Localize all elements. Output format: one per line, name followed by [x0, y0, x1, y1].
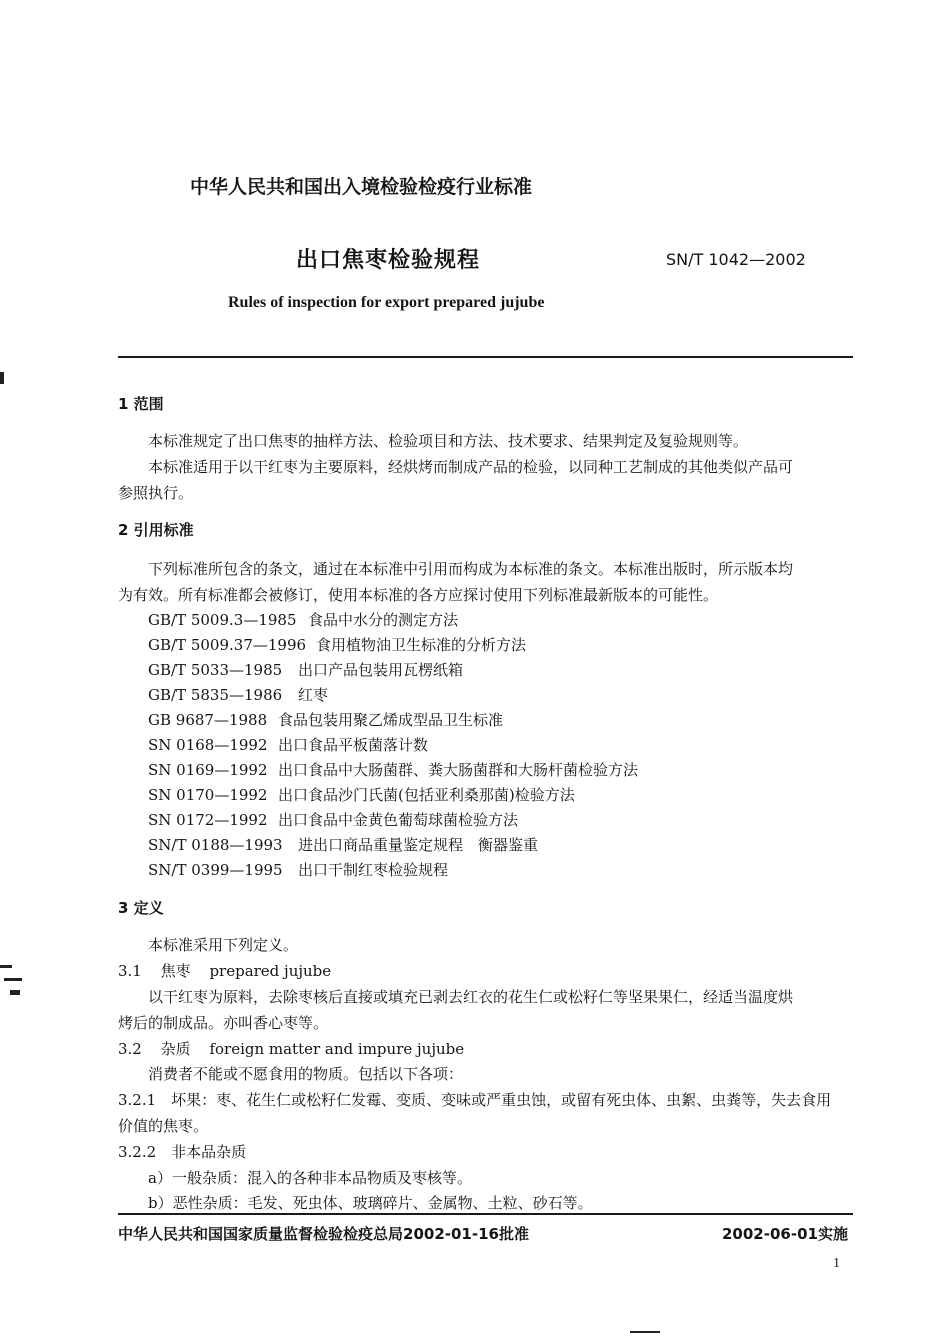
reference-code: SN 0172—1992 — [148, 811, 268, 829]
definition-3-2-1-line-1: 3.2.1 坏果：枣、花生仁或松籽仁发霉、变质、变味或严重虫蚀，或留有死虫体、虫絮、虫粪等，失去食用 — [118, 1091, 832, 1109]
reference-name: 出口产品包装用瓦楞纸箱 — [298, 661, 464, 679]
list-item — [148, 682, 328, 708]
reference-name: 出口食品中金黄色葡萄球菌检验方法 — [278, 811, 519, 829]
reference-code: GB/T 5009.37—1996 — [148, 636, 307, 654]
list-item — [148, 782, 575, 808]
definition-3-2-description: 消费者不能或不愿食用的物质。包括以下各项： — [148, 1065, 464, 1083]
section-2-paragraph-line-2: 为有效。所有标准都会被修订，使用本标准的各方应探讨使用下列标准最新版本的可能性。 — [118, 586, 719, 604]
definition-term-english: prepared jujube — [209, 962, 332, 980]
scan-artifact — [4, 978, 22, 981]
scan-artifact — [0, 372, 4, 384]
definition-term-english: foreign matter and impure jujube — [209, 1040, 465, 1058]
implementation-date: 2002-06-01实施 — [722, 1225, 848, 1243]
definition-number: 3.1 — [118, 962, 142, 980]
reference-name: 出口食品沙门氏菌(包括亚利桑那菌)检验方法 — [278, 786, 575, 804]
header-divider — [118, 356, 853, 358]
approval-line: 中华人民共和国国家质量监督检验检疫总局2002-01-16批准 — [118, 1225, 529, 1243]
definition-3-1-line-1: 以干红枣为原料，去除枣核后直接或填充已剥去红衣的花生仁或松籽仁等坚果果仁，经适当温度烘 — [148, 988, 794, 1006]
reference-code: SN 0170—1992 — [148, 786, 268, 804]
list-item — [148, 832, 538, 858]
reference-code: GB/T 5033—1985 — [148, 661, 283, 679]
definition-term: 杂质 — [160, 1040, 191, 1058]
reference-name: 进出口商品重量鉴定规程 衡器鉴重 — [298, 836, 539, 854]
section-1-paragraph-1: 本标准规定了出口焦枣的抽样方法、检验项目和方法、技术要求、结果判定及复验规则等。 — [148, 432, 749, 450]
footer-divider — [118, 1213, 853, 1215]
reference-name: 出口食品平板菌落计数 — [278, 736, 429, 754]
reference-name: 食品包装用聚乙烯成型品卫生标准 — [278, 711, 504, 729]
section-2-heading: 2 引用标准 — [118, 521, 194, 539]
page-number: 1 — [833, 1256, 840, 1271]
section-3-heading: 3 定义 — [118, 899, 164, 917]
list-item — [148, 857, 448, 883]
standard-code: SN/T 1042—2002 — [666, 250, 806, 269]
definition-3-2-2-item-b: b）恶性杂质：毛发、死虫体、玻璃碎片、金属物、土粒、砂石等。 — [148, 1194, 593, 1212]
english-title: Rules of inspection for export prepared jujube — [228, 294, 545, 311]
list-item — [148, 757, 638, 783]
reference-code: SN/T 0399—1995 — [148, 861, 283, 879]
scan-artifact — [630, 1331, 660, 1333]
reference-code: SN/T 0188—1993 — [148, 836, 283, 854]
definition-3-2-1-line-2: 价值的焦枣。 — [118, 1117, 209, 1135]
reference-name: 出口干制红枣检验规程 — [298, 861, 449, 879]
definition-3-1-heading — [118, 958, 331, 984]
definition-3-1-line-2: 烤后的制成品。亦叫香心枣等。 — [118, 1014, 329, 1032]
list-item — [148, 732, 428, 758]
reference-name: 出口食品中大肠菌群、粪大肠菌群和大肠杆菌检验方法 — [278, 761, 639, 779]
reference-code: GB 9687—1988 — [148, 711, 268, 729]
scan-artifact — [0, 965, 12, 968]
reference-code: SN 0169—1992 — [148, 761, 268, 779]
list-item — [148, 807, 518, 833]
reference-name: 食用植物油卫生标准的分析方法 — [316, 636, 527, 654]
section-2-paragraph-line-1: 下列标准所包含的条文，通过在本标准中引用而构成为本标准的条文。本标准出版时，所示版本均 — [148, 560, 794, 578]
section-3-intro: 本标准采用下列定义。 — [148, 936, 299, 954]
issuer-heading: 中华人民共和国出入境检验检疫行业标准 — [190, 176, 533, 198]
reference-name: 食品中水分的测定方法 — [308, 611, 459, 629]
list-item — [148, 707, 503, 733]
reference-code: SN 0168—1992 — [148, 736, 268, 754]
list-item — [148, 607, 458, 633]
definition-number: 3.2 — [118, 1040, 142, 1058]
document-title: 出口焦枣检验规程 — [296, 248, 481, 273]
definition-3-2-2-heading: 3.2.2 非本品杂质 — [118, 1143, 247, 1161]
reference-code: GB/T 5835—1986 — [148, 686, 283, 704]
list-item — [148, 632, 526, 658]
section-1-paragraph-2-line-1: 本标准适用于以干红枣为主要原料，经烘烤而制成产品的检验，以同种工艺制成的其他类似产品可 — [148, 458, 794, 476]
definition-term: 焦枣 — [160, 962, 191, 980]
list-item — [148, 657, 463, 683]
definition-3-2-heading — [118, 1036, 464, 1062]
section-1-paragraph-2-line-2: 参照执行。 — [118, 484, 194, 502]
reference-name: 红枣 — [298, 686, 329, 704]
section-1-heading: 1 范围 — [118, 395, 164, 413]
definition-3-2-2-item-a: a）一般杂质：混入的各种非本品物质及枣核等。 — [148, 1169, 472, 1187]
reference-code: GB/T 5009.3—1985 — [148, 611, 297, 629]
scan-artifact — [10, 990, 20, 995]
